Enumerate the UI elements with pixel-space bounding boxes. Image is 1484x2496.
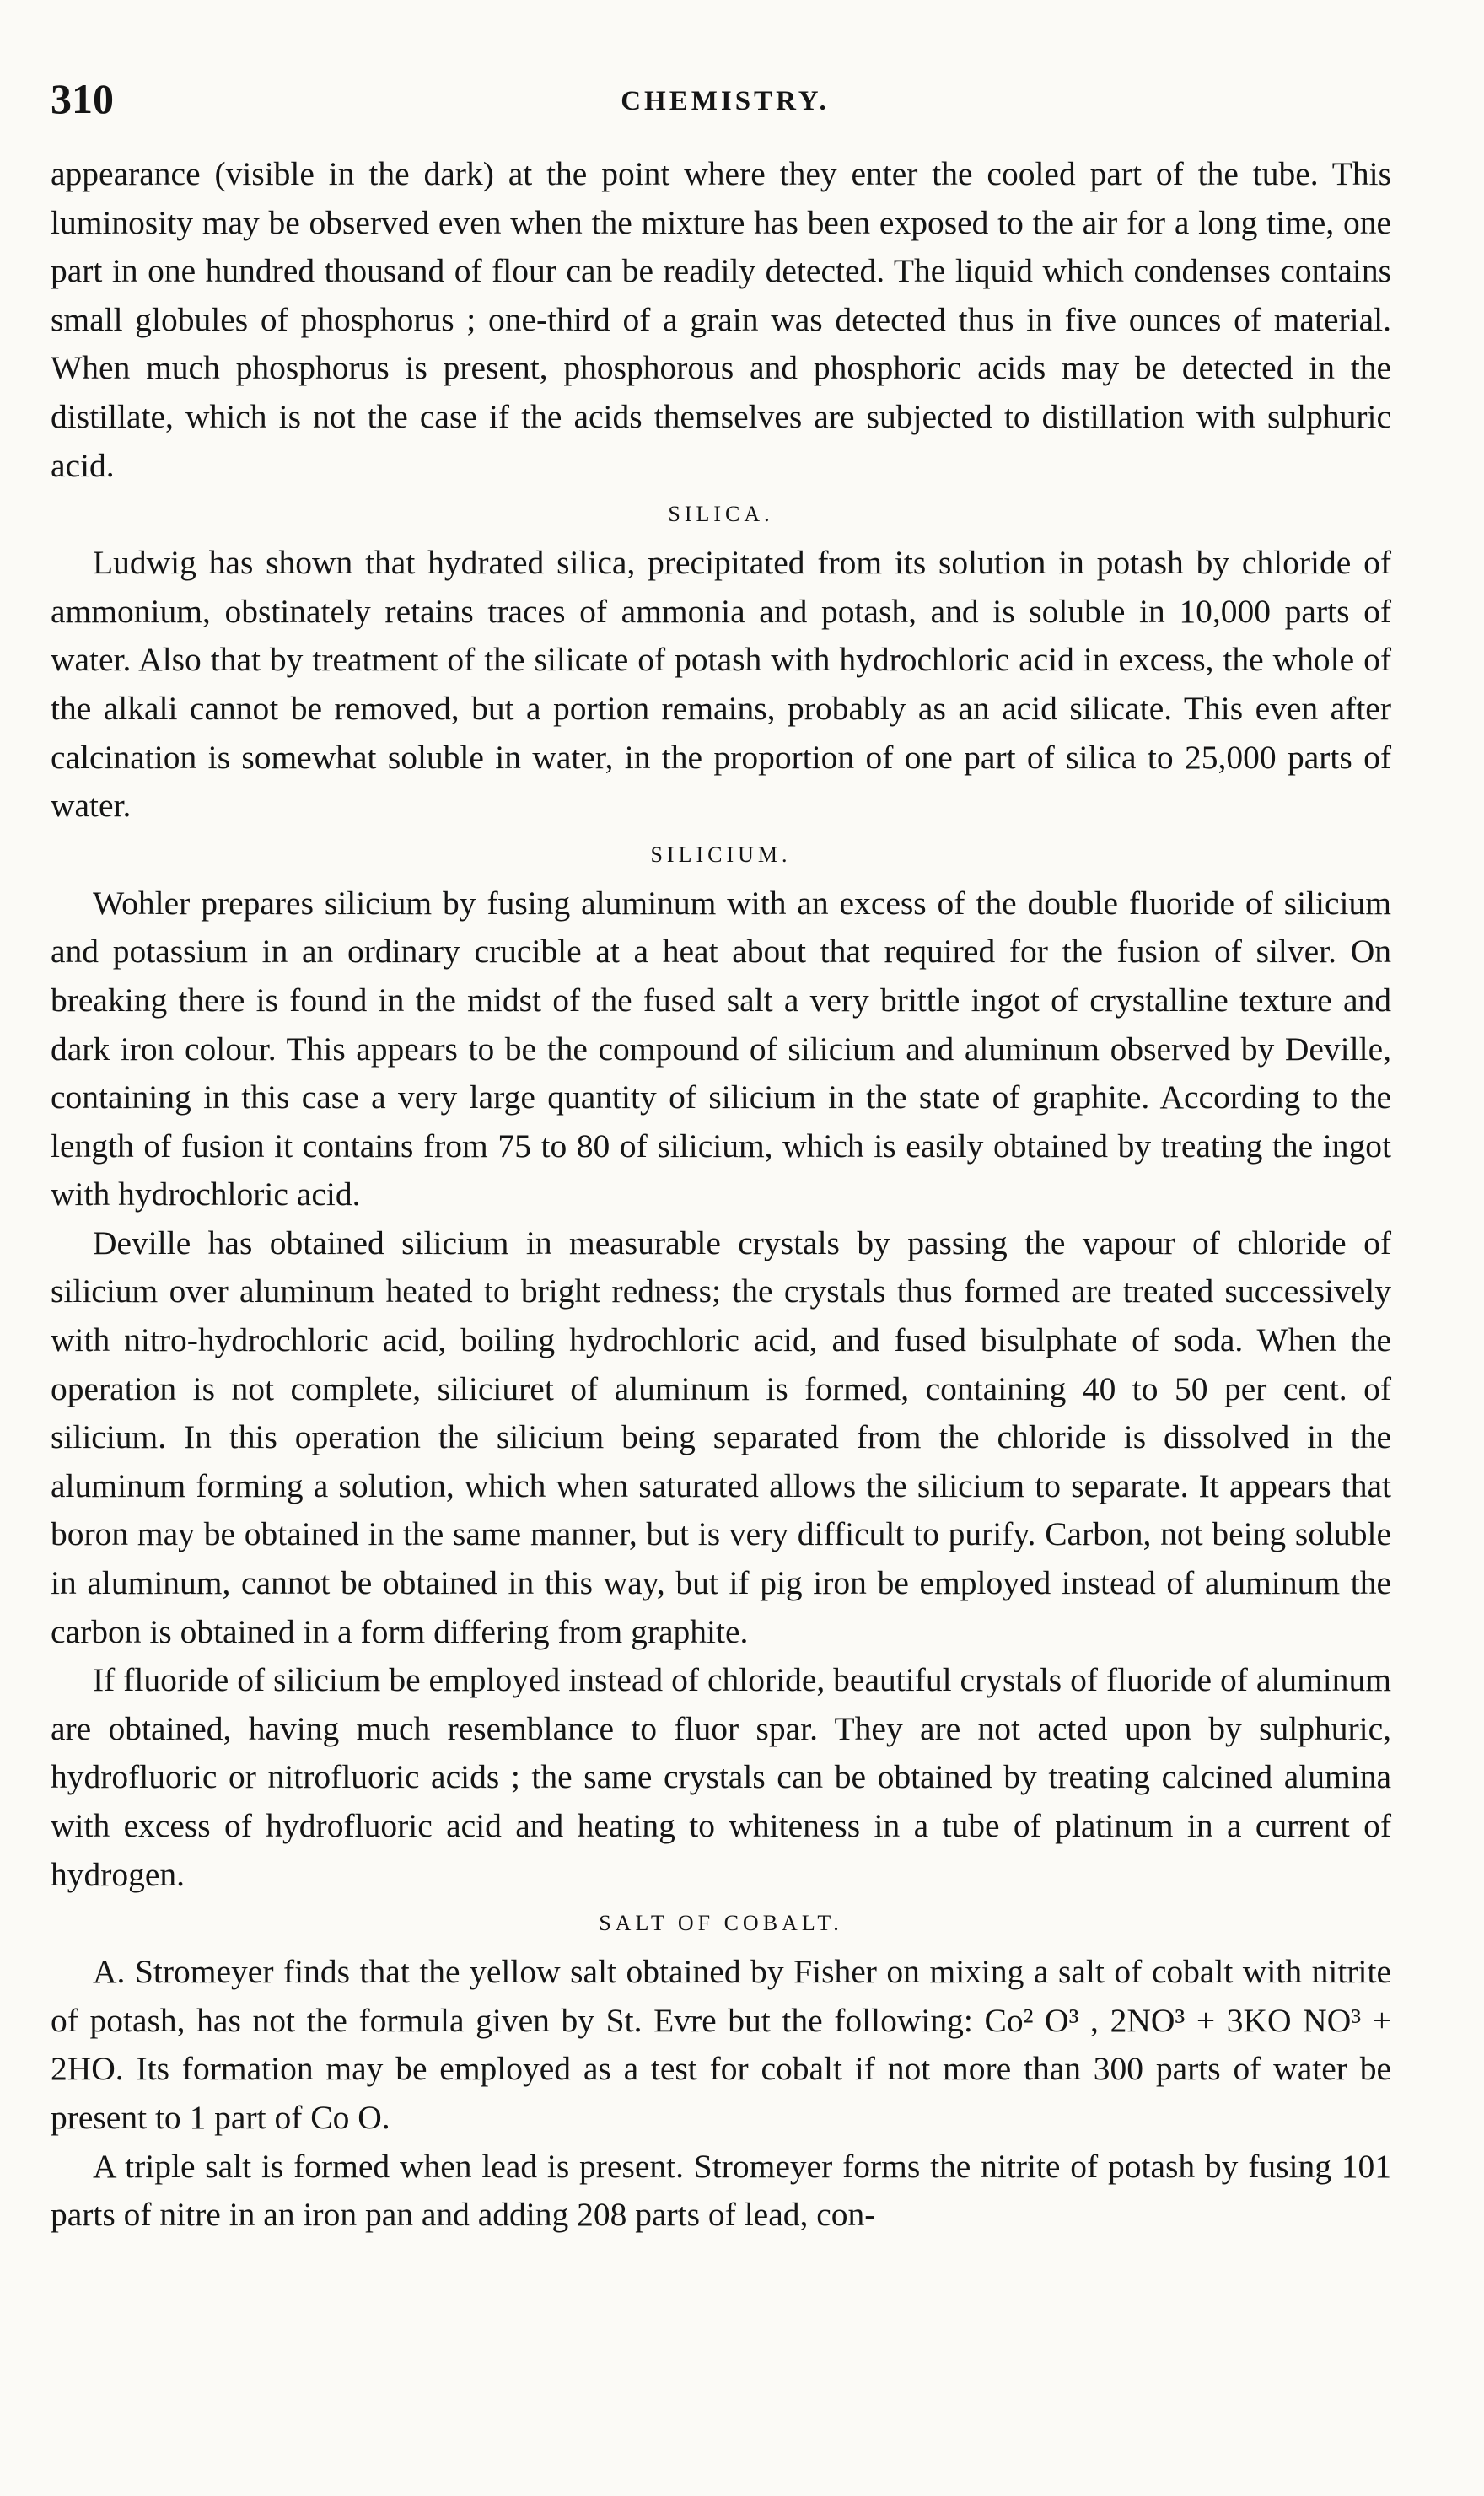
section-heading-silicium: SILICIUM. xyxy=(650,842,792,867)
page-header xyxy=(51,74,1400,133)
paragraph-triple-salt: A triple salt is formed when lead is present. Stromeyer forms the nitrite of potash by fusing 101 parts of nitre in an iron pan and adding 208 parts of lead, con- xyxy=(51,2147,1391,2234)
page-body xyxy=(51,150,1391,2240)
paragraph-silica: Ludwig has shown that hydrated silica, precipitated from its solution in potash by chloride of ammonium, obstinately retains traces of ammonia and potash, and is soluble in 10,000 parts of water. Also that by treatment of the silicate of potash with hydrochloric acid in excess, the whole of the alkali cannot be removed, but a portion remains, probably as an acid silicate. This even after calcination is somewhat soluble in water, in the proportion of one part of silica to 25,000 parts of water. xyxy=(51,544,1391,825)
section-heading-silica: SILICA. xyxy=(668,502,774,527)
section-heading-salt-of-cobalt: SALT OF COBALT. xyxy=(599,1911,843,1936)
paragraph-stromeyer-cobalt: A. Stromeyer finds that the yellow salt obtained by Fisher on mixing a salt of cobalt with nitrite of potash, has not the formula given by St. Evre but the following: Co² O³ , 2NO³ + 3KO NO³ + 2HO. Its formation may be employed as a test for cobalt if not more than 300 parts of water be present to 1 part of Co O. xyxy=(51,1953,1391,2136)
paragraph-wohler-silicium: Wohler prepares silicium by fusing aluminum with an excess of the double fluoride of silicium and potassium in an ordinary crucible at a heat about that required for the fusion of silver. On breaking there is found in the midst of the fused salt a very brittle ingot of crystalline texture and dark iron colour. This appears to be the compound of silicium and aluminum observed by Deville, containing in this case a very large quantity of silicium in the state of graphite. According to the length of fusion it contains from 75 to 80 of silicium, which is easily obtained by treating the ingot with hydrochloric acid. xyxy=(51,884,1391,1213)
paragraph-fluoride-of-silicium: If fluoride of silicium be employed instead of chloride, beautiful crystals of fluoride of aluminum are obtained, having much resemblance to fluor spar. They are not acted upon by sulphuric, hydrofluoric or nitrofluoric acids ; the same crystals can be obtained by treating calcined alumina with excess of hydrofluoric acid and heating to whiteness in a tube of platinum in a current of hydrogen. xyxy=(51,1661,1391,1893)
paragraph-deville-silicium: Deville has obtained silicium in measurable crystals by passing the vapour of chloride of silicium over aluminum heated to bright redness; the crystals thus formed are treated successively with nitro-hydrochloric acid, boiling hydrochloric acid, and fused bisulphate of soda. When the operation is not complete, siliciuret of aluminum is formed, containing 40 to 50 per cent. of silicium. In this operation the silicium being separated from the chloride is dissolved in the aluminum forming a solution, which when saturated allows the silicium to separate. It appears that boron may be obtained in the same manner, but is very difficult to purify. Carbon, not being soluble in aluminum, cannot be obtained in this way, but if pig iron be employed instead of aluminum the carbon is obtained in a form differing from graphite. xyxy=(51,1224,1391,1650)
running-head: CHEMISTRY. xyxy=(621,86,830,116)
page-number: 310 xyxy=(51,75,114,122)
paragraph-phosphorus-detection: appearance (visible in the dark) at the point where they enter the cooled part of the tube. This luminosity may be observed even when the mixture has been exposed to the air for a long time, one part in one hundred thousand of flour can be readily detected. The liquid which condenses contains small globules of phosphorus ; one-third of a grain was detected thus in five ounces of material. When much phosphorus is present, phosphorous and phosphoric acids may be detected in the distillate, which is not the case if the acids themselves are subjected to distillation with sulphuric acid. xyxy=(51,155,1391,484)
